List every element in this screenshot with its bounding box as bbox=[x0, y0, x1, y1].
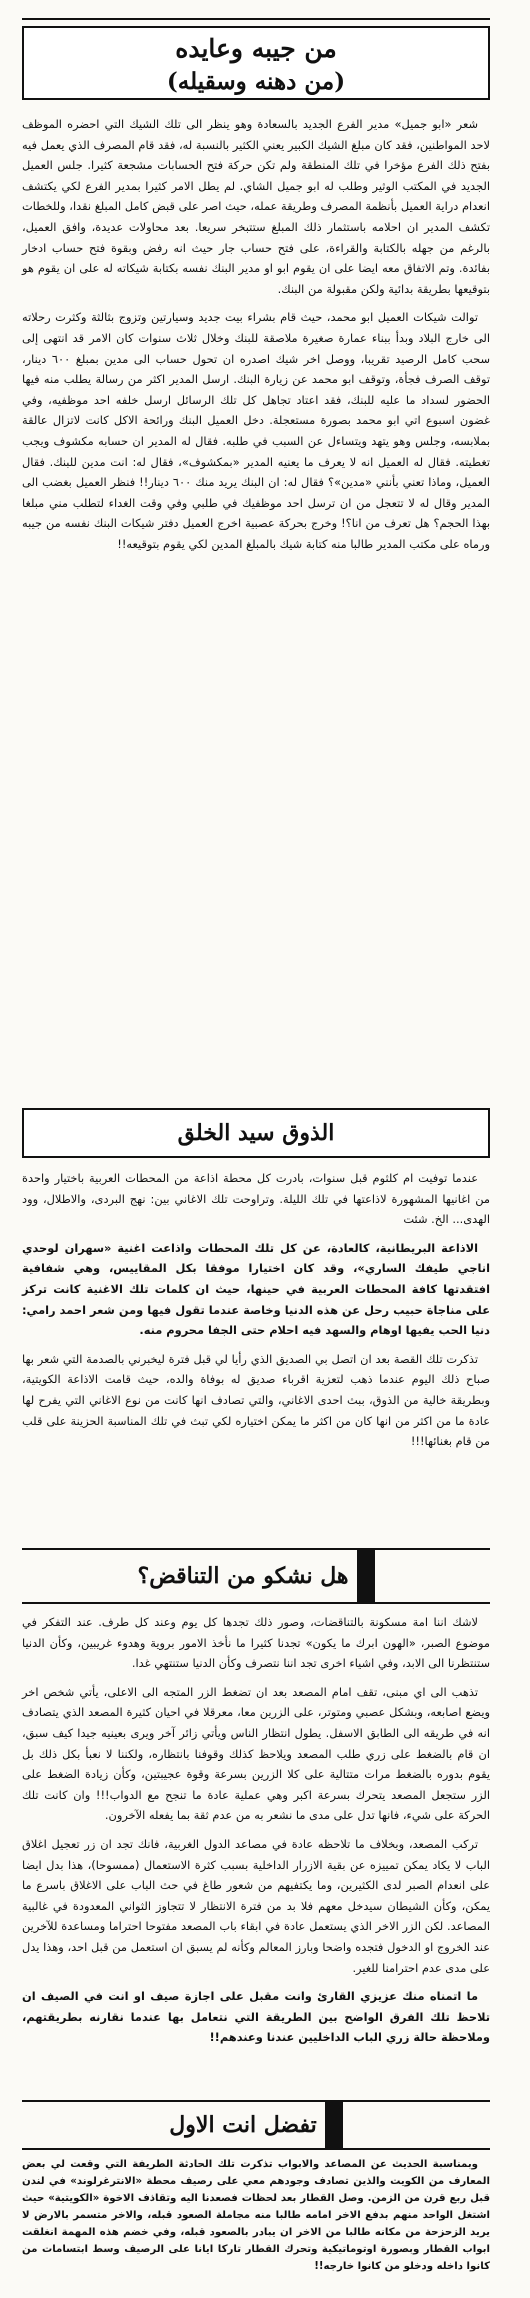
top-rule bbox=[22, 18, 490, 20]
article-1-title-box bbox=[22, 26, 490, 104]
article-4-body bbox=[22, 2156, 490, 2292]
article-2-paragraph-1: عندما توفيت ام كلثوم قبل سنوات، بادرت كل محطة اذاعة من المحطات العربية باختيار واحدة من اغانيها المشهورة لاذاعتها في تلك الليلة. وتراوحت تلك الاغاني بين: نهج البردى، والاطلال، وود الهدى... الخ. شئت bbox=[22, 1171, 490, 1227]
article-1-body bbox=[22, 114, 490, 584]
article-3-title: هل نشكو من التناقض؟ bbox=[137, 1563, 349, 1589]
article-2-title-box bbox=[22, 1108, 490, 1158]
article-4-title-box bbox=[22, 2100, 490, 2150]
article-2-body bbox=[22, 1168, 490, 1528]
article-3-paragraph-2: تذهب الى اي مبنى، تقف امام المصعد بعد ان تضغط الزر المتجه الى الاعلى، يأتي شخص اخر ويضع اصابعه، وبشكل عصبي ومتوتر، على الزرين معا، معرقلا في احيان كثيرة المصعد الذي يتصادف انه في طريقه الى الطابق الاسفل. يطول انتظار الناس ويأتي زائر آخر ويرى بعينيه جيدا كيف سبق، ان قام بالضغط على زري طلب المصعد ويلاحظ كذلك وقوفنا بانتظاره، ولكننا لا نعبأ بكل ذلك بل يقوم بدوره بالضغط مرات متتالية على كلا الزرين بسرعة وقوة عجيبتين، وكأن زيادة الضغط على الزر ستجعل المصعد يتحرك بسرعة اكبر وهي عملية عادة ما تنجح مع الدواب!!! وان كانت تلك الحركة على شيء، فانها تدل على مدى ما نشعر به من عدم ثقة بما يفعله الآخرون. bbox=[22, 1684, 490, 1823]
article-2-header bbox=[22, 1108, 490, 1158]
article-1-title-line2: (من دهنه وسقيله) bbox=[166, 68, 346, 95]
article-2-title: الذوق سيد الخلق bbox=[177, 1120, 335, 1146]
article-1-paragraph-1: شعر «ابو جميل» مدير الفرع الجديد بالسعادة وهو ينظر الى تلك الشيك التي احضره الموظف لاحد المواطنين، فقد كان مبلغ الشيك الكبير يعني الكثير بالنسبة له، فقد قام المصرف الذي يعمل فيه بفتح ذلك الفرع مؤخرا في تلك المنطقة ولم تكن حركة فتح الحسابات مشجعة كثيرا. جلس العميل الجديد في المكتب الوثير وطلب له ابو جميل الشاي. لم يطل الامر كثيرا بمدير الفرع لكي يكتشف انعدام دراية العميل بأنظمة المصرف وطريقة عمله، حيث اصر على قبض كامل المبلغ نقدا، وللخطات تكشف المدير ان احلامه باستثمار ذلك المبلغ ستتبخر سريعا. بعد محاولات عديدة، وافق العميل، بالرغم من جهله بالكتابة والقراءة، على فتح حساب جار حيث انه رفض وبقوة فتح حساب ادخار بفائدة. وتم الاتفاق معه ايضا على ان يقوم ابو او مدير البنك نفسه بكتابة شيكاته له على ان يقوم هو بتوقيعها بطريقة بدائية ولكن مقبولة من البنك. bbox=[22, 117, 490, 296]
article-1-paragraph-2: توالت شيكات العميل ابو محمد، حيث قام بشراء بيت جديد وسيارتين وتزوج بثالثة وكثرت رحلاته الى خارج البلاد وبدأ ببناء عمارة صغيرة ملاصقة للبنك وخلال ثلاث سنوات كان الامر قد انتهى إلى سحب كامل الرصيد تقريبا، ووصل اخر شيك اصدره ان تحول حساب الى مدين بمبلغ ٦٠٠ دينار، توقف الصرف فجأة، وتوقف ابو محمد عن زيارة البنك. ارسل المدير اكثر من رسالة يطلب منه فيها الحضور لسداد ما عليه للبنك، فقد اعتاد تجاهل كل تلك الرسائل ارسل خلفه احد موظفيه، وفي غضون اسبوع اتي ابو محمد بصورة مستعجلة. دخل العميل البنك ورائحة الاكل كانت لاتزال عالقة بملابسه، وجلس وهو يتهد ويتساءل عن السبب في طلبه. فقال له المدير ان حسابه مكشوف ويجب تغطيته. فقال له العميل انه لا يعرف ما يعنيه المدير «بمكشوف»، فقال له: انت مدين للبنك. فقال العميل، وماذا تعني بأنني «مدين»؟ فقال له: ان البنك يريد منك ٦٠٠ دينار!! فنظر العميل بغضب الى المدير وقال له لا تتعجل من ان ترسل احد موظفيك في طلبي وفي وقت الغداء لتطلب مني مبلغا بهذا الحجم؟ هل تعرف من انا؟! وخرج بحركة عصبية اخرج العميل دفتر شيكات البنك نفسه من جيبه ورماه على مكتب المدير طالبا منه كتابة شيك بالمبلغ المدين لكي يقوم بتوقيعه!! bbox=[22, 310, 491, 551]
article-4-title: تفضل انت الاول bbox=[169, 2112, 317, 2138]
article-3-title-box bbox=[22, 1548, 490, 1604]
article-3-title-bar bbox=[357, 1550, 375, 1602]
article-4-header bbox=[22, 2100, 490, 2150]
article-1-title-line1: من جيبه وعايده bbox=[175, 34, 337, 63]
article-4-title-bar bbox=[325, 2102, 343, 2148]
article-2-paragraph-2: الاذاعة البريطانية، كالعادة، عن كل تلك المحطات واذاعت اغنية «سهران لوحدي اناجي طيفك الساري»، وقد كان اختيارا موفقا بكل المقاييس، وهي شفافية افتقدتها كافة المحطات العربية في حينها، حيث ان كلمات تلك الاغنية كانت تركز على مناجاة حبيب رحل عن هذه الدنيا وخاصة عندما تقول فيها ومن شعر احمد رامي: دنيا الحب يفيها اوهام والسهد فيه احلام حتى الجفا محروم منه. bbox=[22, 1240, 490, 1338]
article-4-paragraph-1: وبمناسبة الحديث عن المصاعد والابواب تذكرت تلك الحادثة الطريفة التي وقعت لي بعض المعارف من الكويت والذين تصادف وجودهم معي على رصيف محطة «الانترغرلوند» في لندن قبل ربع قرن من الزمن. وصل القطار بعد لحظات فصعدنا اليه وتقاذف الاخوة «الكويتية» حيث اشتغل الواحد منهم بدفع الاخر امامه طالبا منه مجاملة الصعود قبله، والاخر متسمر بالارض لا يريد الزحزحة من مكانه طالبا من الاخر ان يبادر بالصعود قبله، وفي خضم هذه المهمة انغلقت ابواب القطار وبصورة اوتوماتيكية وتحرك القطار تاركا ايانا على الرصيف وسط ابتسامات من كانوا داخله ودخلو من كانوا خارجه!! bbox=[22, 2159, 490, 2272]
article-2-paragraph-3: تذكرت تلك القصة بعد ان اتصل بي الصديق الذي رأيا لي قبل فترة ليخبرني بالصدمة التي شعر بها صباح ذلك اليوم عندما ذهب لتعزية اقرباء صديق له بوفاة والده، حيث قامت الاذاعة الكويتية، وبطريقة خالية من الذوق، ببث احدى الاغاني، والتي تصادف انها كانت من نوع الاغاني التي يفرح لها عادة ما من اكثر من انها كان من اكثر ما يمكن اختياره لكي تبث في تلك المناسبة الحزينة على قلب من قام بغنائها!!! bbox=[22, 1351, 490, 1449]
article-3-header bbox=[22, 1548, 490, 1604]
article-3-paragraph-4: ما اتمناه منك عزيزي القارئ وانت مقبل على اجازة صيف او انت في الصيف ان تلاحظ تلك الفرق الواضح بين الطريقة التي نتعامل بها عندما نقارنه بطريقتهم، وملاحظة حالة زري الباب الداخليين عندنا وعندهم!! bbox=[22, 1989, 490, 2045]
article-1-title bbox=[22, 26, 490, 100]
article-3-paragraph-3: تركب المصعد، وبخلاف ما تلاحظه عادة في مصاعد الدول الغربية، فانك تجد ان زر تعجيل اغلاق الباب لا يكاد يمكن تمييزه عن بقية الازرار الداخلية بسبب كثرة الاستعمال (ممسوحا)، هذا بدل ايضا على انعدام الصبر لدى الكثيرين، وما يكتفيهم من شعور طاغ في حث الباب على الاغلاق باسرع ما يمكن، وكأن الشيطان سيدخل معهم فلا بد من فترة الانتظار لا تتجاوز الثواني المعدودة في غالبية المصاعد. لكن الزر الاخر الذي يستعمل عادة في ابقاء باب المصعد مفتوحا احتراما ومساعدة للآخرين عند الخروج او الدخول فتجده واضحا وبارز المعالم وكأنه لم يسبق ان استعمل من قبل احد، وهذا يدل على مدى عدم احترامنا للغير. bbox=[22, 1836, 490, 1975]
article-3-paragraph-1: لاشك اننا امة مسكونة بالتناقضات، وصور ذلك تجدها كل يوم وعند كل طرف. عند التفكر في موضوع الصبر، «الهون ابرك ما يكون» تجدنا كثيرا ما نأخذ الامور بروية وهدوء غريبين، وكأن الدنيا ستنتظرنا الى الابد، وفي اشياء اخرى تجد اننا نتصرف وكأن الدنيا ستنتهي غدا. bbox=[22, 1615, 490, 1671]
article-3-body bbox=[22, 1612, 490, 2132]
